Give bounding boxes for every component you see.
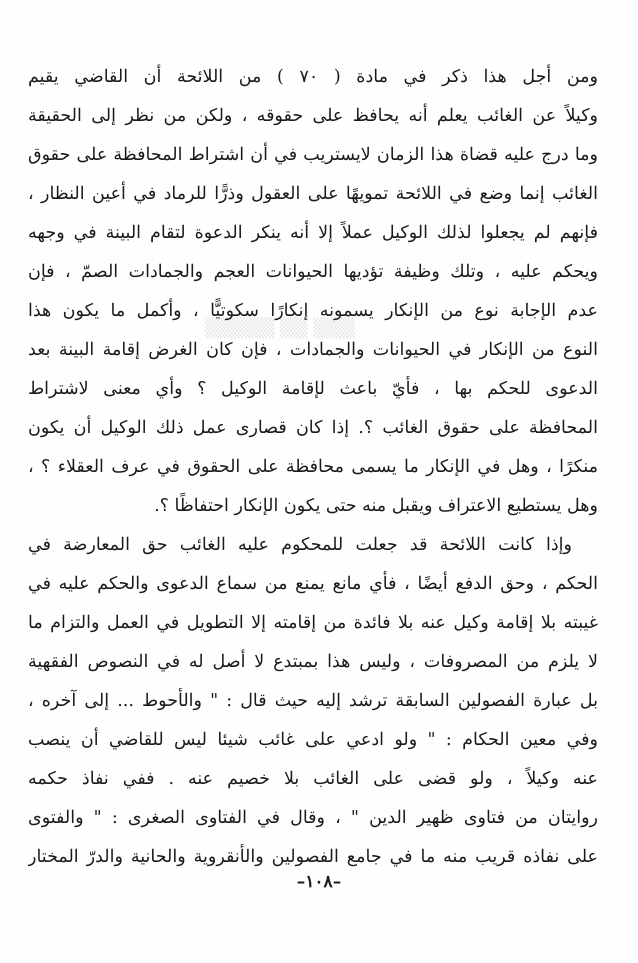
text-line: على نفاذه قريب منه ما في جامع الفصولين والأنقروية والحانية والدرّ المختار [28, 847, 598, 867]
text-line: وهل يستطيع الاعتراف ويقبل منه حتى يكون الإنكار احتفاظًا ؟. [154, 496, 598, 516]
faint-watermark-stamp: ▒▒▒ ▒▒ ▒▒▒▒▒ [205, 318, 355, 339]
text-line: وكيلاً عن الغائب يعلم أنه يحافظ على حقوقه ، ولكن من نظر إلى الحقيقة [28, 106, 598, 126]
text-line: الدعوى للحكم بها ، فأيّ باعث لإقامة الوكيل ؟ وأي معنى لاشتراط [28, 379, 598, 399]
text-line: الحكم ، وحق الدفع أيضًا ، فأي مانع يمنع من سماع الدعوى والحكم عليه في [28, 574, 598, 594]
text-line: فإنهم لم يجعلوا لذلك الوكيل عملاً إلا أنه ينكر الدعوة لتقام البينة في وجهه [28, 223, 598, 243]
text-line: عنه وكيلاً ، ولو قضى على الغائب بلا خصيم عنه . ففي نفاذ حكمه [28, 769, 598, 789]
text-line: غيبته بلا إقامة وكيل عنه بلا فائدة من إقامته إلا التطويل في العمل والتزام ما [28, 613, 598, 633]
text-line: الغائب إنما وضع في اللائحة تمويهًا على العقول وذرًّا للرماد في أعين النظار ، [28, 184, 598, 204]
page-number: –١٠٨– [296, 872, 342, 892]
text-line: المحافظة على حقوق الغائب ؟. إذا كان قصارى عمل ذلك الوكيل أن يكون [28, 418, 598, 438]
body-text [28, 58, 598, 877]
text-line: النوع من الإنكار في الحيوانات والجمادات ، فإن كان الغرض إقامة البينة بعد [28, 340, 598, 360]
text-line: وفي معين الحكام : " ولو ادعي على غائب شيئا ليس للقاضي أن ينصب [28, 730, 598, 750]
text-line: لا يلزم من المصروفات ، وليس هذا بمبتدع لا أصل له في النصوص الفقهية [28, 652, 598, 672]
text-line: ومن أجل هذا ذكر في مادة ( ٧٠ ) من اللائحة أن القاضي يقيم [28, 67, 598, 87]
text-line: وما درج عليه قضاة هذا الزمان لايستريب في أن اشتراط المحافظة على حقوق [28, 145, 598, 165]
text-line: منكرًا ، وهل في الإنكار ما يسمى محافظة على الحقوق في عرف العقلاء ؟ ، [28, 457, 598, 477]
text-line: بل عبارة الفصولين السابقة ترشد إليه حيث قال : " والأحوط ... إلى آخره ، [28, 691, 598, 711]
text-line: وإذا كانت اللائحة قد جعلت للمحكوم عليه الغائب حق المعارضة في [28, 535, 572, 555]
text-line: عدم الإجابة نوع من الإنكار يسمونه إنكارًا سكوتيًّا ، وأكمل ما يكون هذا [28, 301, 598, 321]
text-line: ويحكم عليه ، وتلك وظيفة تؤديها الحيوانات العجم والجمادات الصمّ ، فإن [28, 262, 598, 282]
text-line: روايتان من فتاوى ظهير الدين " ، وقال في الفتاوى الصغرى : " والفتوى [28, 808, 598, 828]
